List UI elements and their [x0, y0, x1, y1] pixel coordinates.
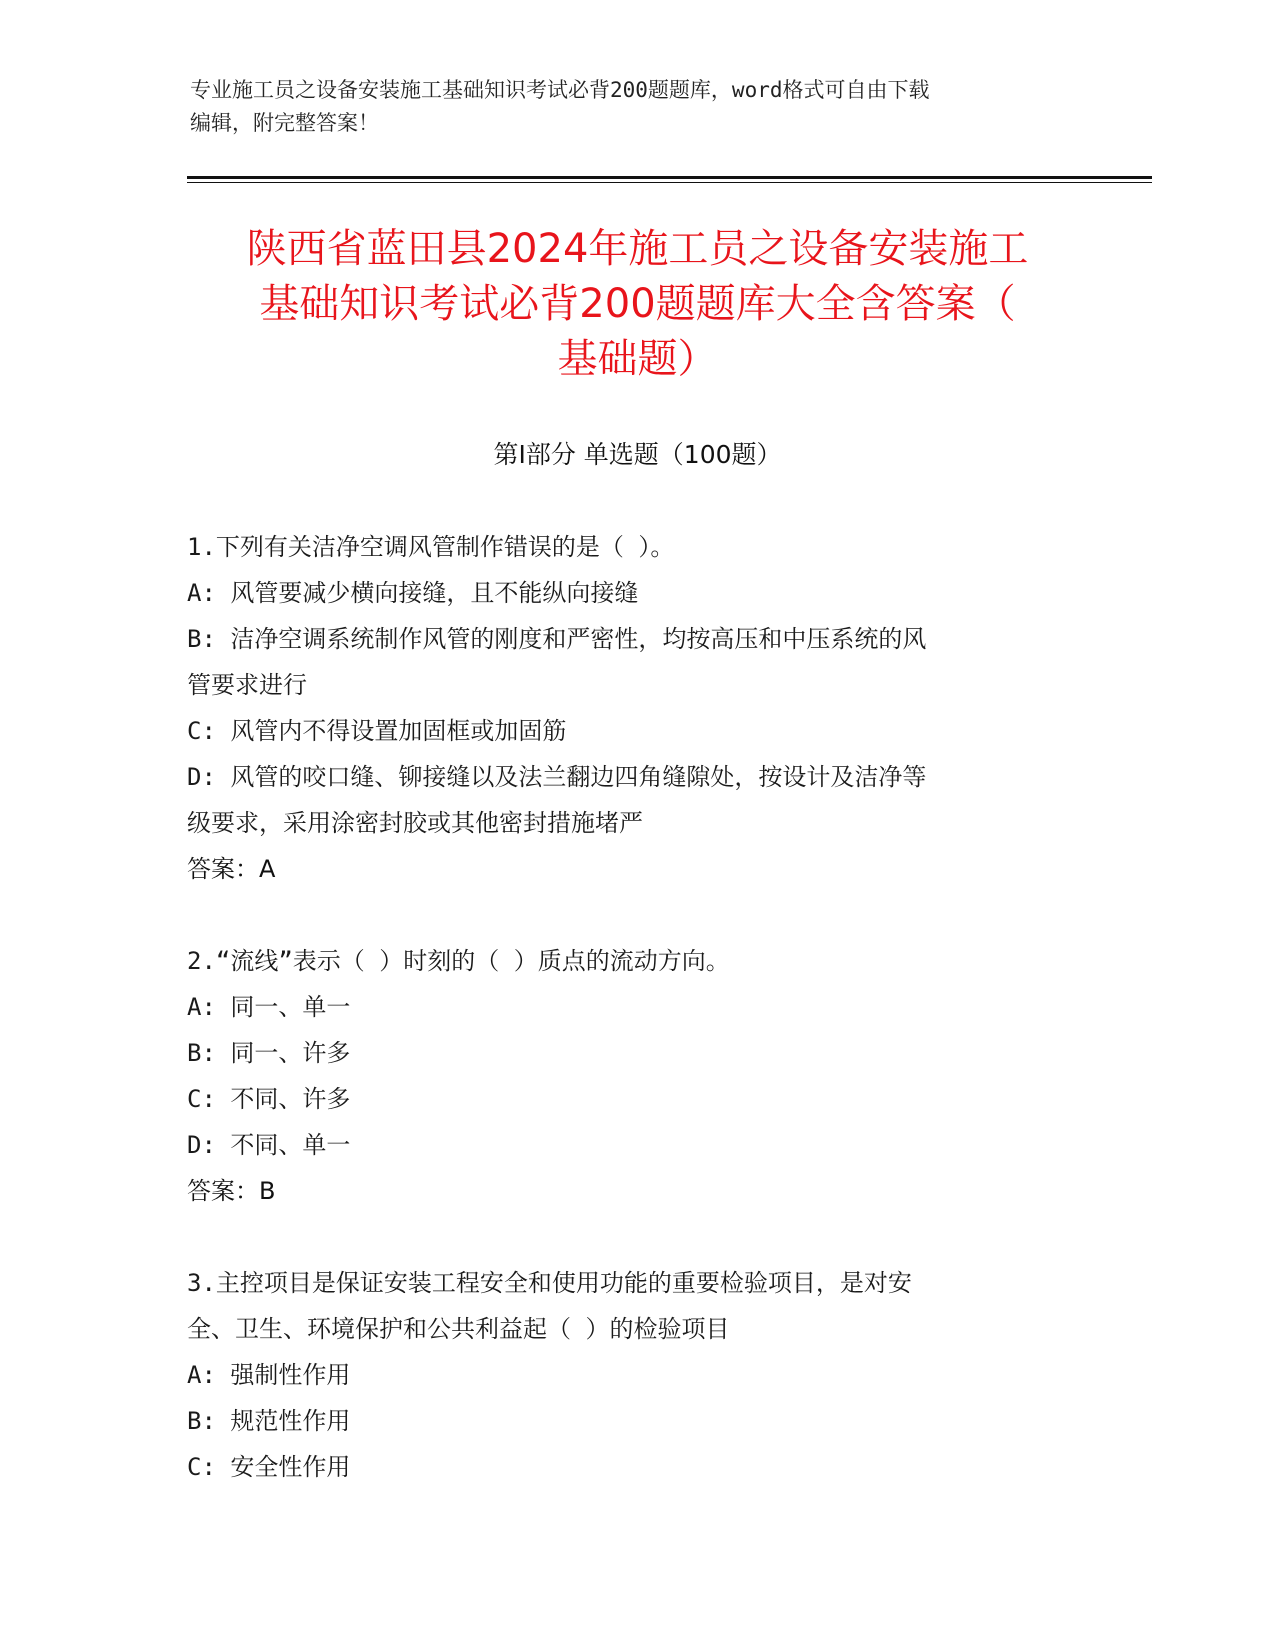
option-b: [187, 616, 1087, 708]
question-item: [187, 938, 1087, 1214]
header-note: [190, 74, 1090, 140]
option-b: [187, 1030, 1087, 1076]
option-text: B: 同一、许多: [187, 1039, 351, 1067]
option-text: A: 强制性作用: [187, 1361, 351, 1389]
option-c: [187, 1444, 1087, 1490]
question-stem: 全、卫生、环境保护和公共利益起（ ）的检验项目: [187, 1315, 730, 1343]
header-divider-thin: [187, 182, 1152, 183]
option-text: C: 安全性作用: [187, 1453, 351, 1481]
section-heading: 第I部分 单选题（100题）: [493, 440, 782, 469]
title-line: 基础题）: [557, 336, 718, 382]
question-item: [187, 1260, 1087, 1490]
option-a: [187, 984, 1087, 1030]
document-title: [160, 222, 1115, 387]
question-stem: 3.主控项目是保证安装工程安全和使用功能的重要检验项目，是对安: [187, 1269, 912, 1297]
option-text: 级要求，采用涂密封胶或其他密封措施堵严: [187, 809, 643, 837]
option-c: [187, 1076, 1087, 1122]
option-text: D: 不同、单一: [187, 1131, 351, 1159]
option-text: C: 风管内不得设置加固框或加固筋: [187, 717, 567, 745]
option-d: [187, 754, 1087, 846]
question-stem: 1.下列有关洁净空调风管制作错误的是（ ）。: [187, 533, 675, 561]
question-item: [187, 524, 1087, 892]
option-text: A: 风管要减少横向接缝，且不能纵向接缝: [187, 579, 639, 607]
option-a: [187, 570, 1087, 616]
option-text: D: 风管的咬口缝、铆接缝以及法兰翻边四角缝隙处，按设计及洁净等: [187, 763, 927, 791]
answer-line: 答案：B: [187, 1177, 276, 1205]
option-text: A: 同一、单一: [187, 993, 351, 1021]
header-divider-thick: [187, 176, 1152, 179]
option-b: [187, 1398, 1087, 1444]
title-line: 陕西省蓝田县2024年施工员之设备安装施工: [246, 226, 1029, 272]
option-d: [187, 1122, 1087, 1168]
option-text: B: 洁净空调系统制作风管的刚度和严密性，均按高压和中压系统的风: [187, 625, 927, 653]
header-note-line: 专业施工员之设备安装施工基础知识考试必背200题题库，word格式可自由下载: [190, 78, 930, 102]
question-stem: 2.“流线”表示（ ）时刻的（ ）质点的流动方向。: [187, 947, 730, 975]
option-text: B: 规范性作用: [187, 1407, 351, 1435]
option-text: C: 不同、许多: [187, 1085, 351, 1113]
option-text: 管要求进行: [187, 671, 307, 699]
header-note-line: 编辑，附完整答案！: [190, 111, 379, 135]
question-list: [187, 524, 1087, 1536]
option-a: [187, 1352, 1087, 1398]
answer-line: 答案：A: [187, 855, 276, 883]
option-c: [187, 708, 1087, 754]
title-line: 基础知识考试必背200题题库大全含答案（: [259, 281, 1016, 327]
